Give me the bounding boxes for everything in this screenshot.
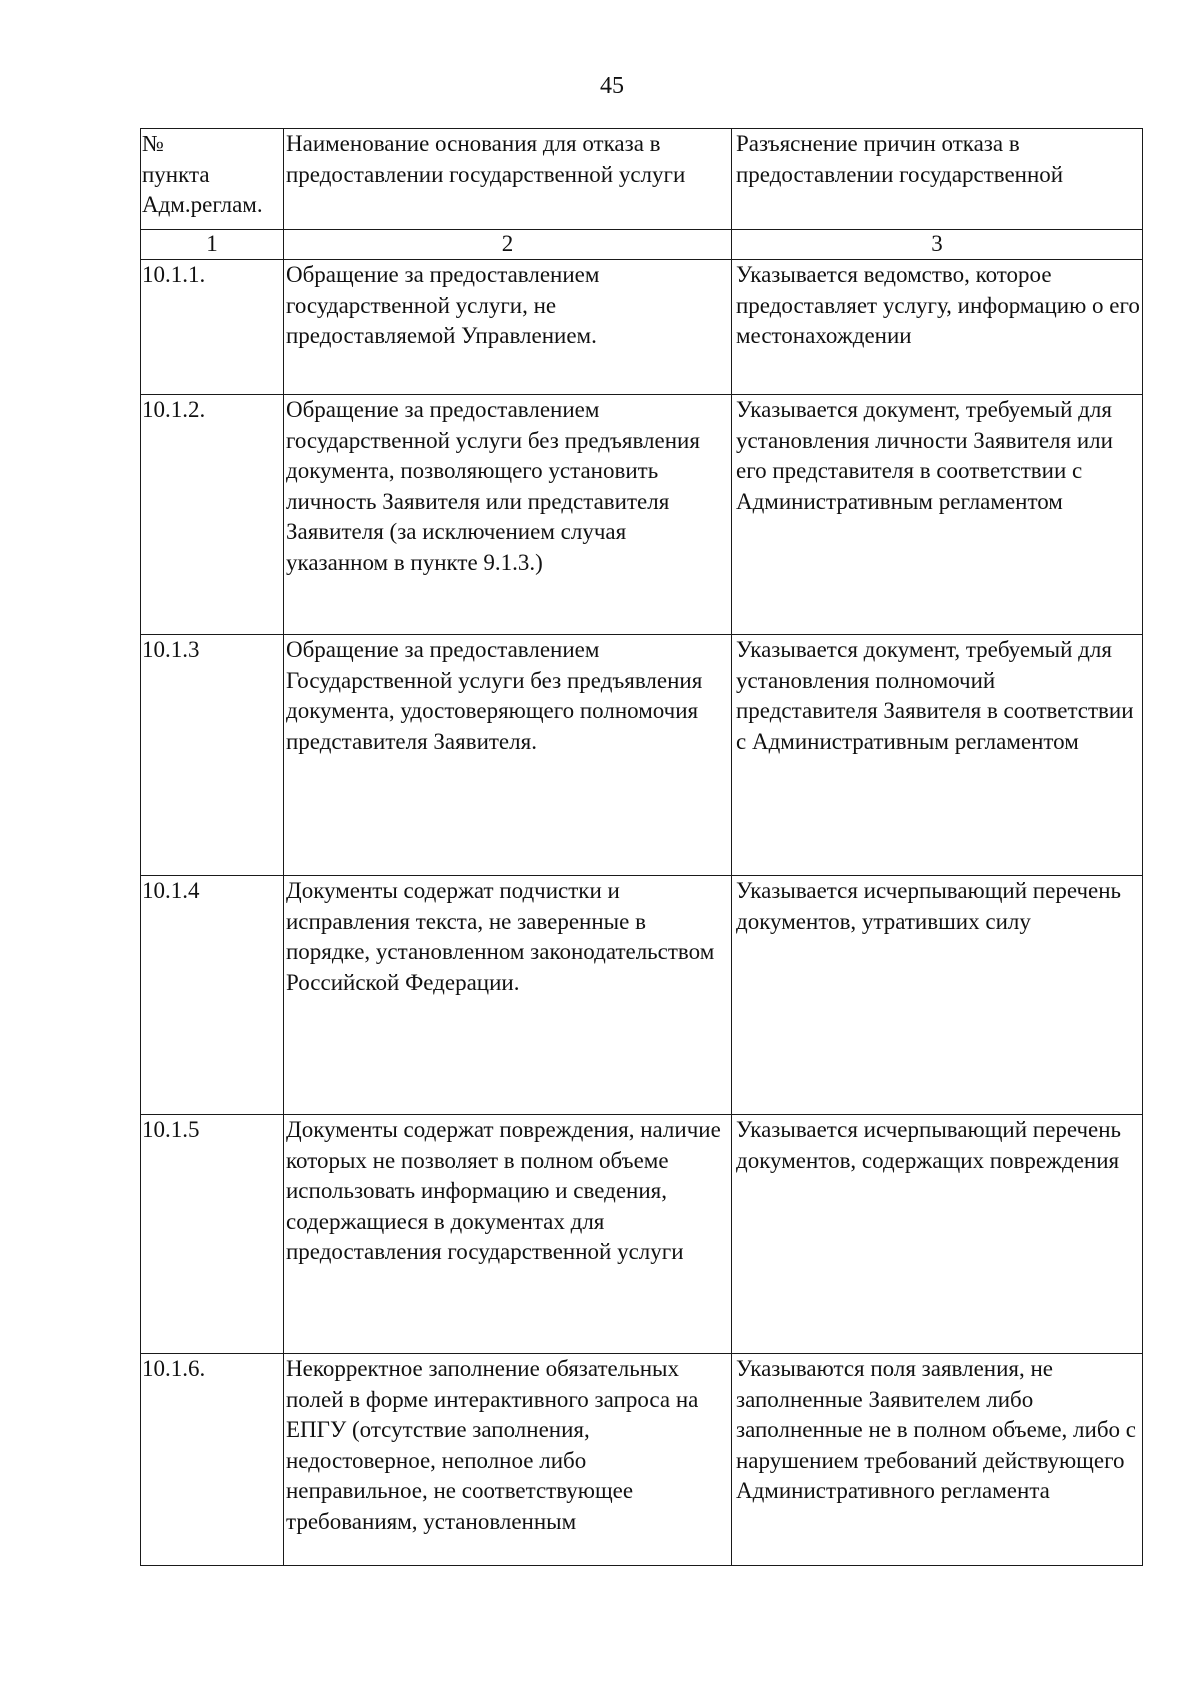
row-refusal-explanation: Указывается ведомство, которое предоставляет услугу, информацию о его местонахождении bbox=[732, 260, 1143, 395]
refusal-grounds-table bbox=[140, 128, 1143, 1566]
row-refusal-explanation: Указывается исчерпывающий перечень документов, утративших силу bbox=[732, 876, 1143, 1115]
row-item-number: 10.1.4 bbox=[141, 876, 284, 1115]
row-refusal-ground: Обращение за предоставлением государственной услуги без предъявления документа, позволяющего установить личность Заявителя или представителя Заявителя (за исключением случая указанном в пункте 9.1.3.) bbox=[284, 395, 732, 635]
row-refusal-explanation: Указывается исчерпывающий перечень документов, содержащих повреждения bbox=[732, 1115, 1143, 1354]
row-refusal-ground: Документы содержат повреждения, наличие которых не позволяет в полном объеме использовать информацию и сведения, содержащиеся в документах для предоставления государственной услуги bbox=[284, 1115, 732, 1354]
row-refusal-explanation: Указываются поля заявления, не заполненные Заявителем либо заполненные не в полном объеме, либо с нарушением требований действующего Административного регламента bbox=[732, 1354, 1143, 1566]
header-refusal-ground: Наименование основания для отказа в предоставлении государственной услуги bbox=[284, 129, 732, 230]
row-item-number: 10.1.3 bbox=[141, 635, 284, 876]
table-row bbox=[141, 1354, 1143, 1566]
header-item-number: № пункта Адм.реглам. bbox=[141, 129, 284, 230]
column-number: 3 bbox=[732, 230, 1143, 260]
row-refusal-explanation: Указывается документ, требуемый для установления полномочий представителя Заявителя в соответствии с Административным регламентом bbox=[732, 635, 1143, 876]
page-number: 45 bbox=[600, 73, 624, 99]
table-row bbox=[141, 635, 1143, 876]
table-row bbox=[141, 876, 1143, 1115]
table-header-row bbox=[141, 129, 1143, 230]
row-refusal-ground: Обращение за предоставлением Государственной услуги без предъявления документа, удостоверяющего полномочия представителя Заявителя. bbox=[284, 635, 732, 876]
column-number: 1 bbox=[141, 230, 284, 260]
row-item-number: 10.1.1. bbox=[141, 260, 284, 395]
row-refusal-ground: Обращение за предоставлением государственной услуги, не предоставляемой Управлением. bbox=[284, 260, 732, 395]
header-refusal-explanation: Разъяснение причин отказа в предоставлении государственной bbox=[732, 129, 1143, 230]
table-row bbox=[141, 260, 1143, 395]
table-row bbox=[141, 1115, 1143, 1354]
row-item-number: 10.1.5 bbox=[141, 1115, 284, 1354]
row-refusal-ground: Документы содержат подчистки и исправления текста, не заверенные в порядке, установленном законодательством Российской Федерации. bbox=[284, 876, 732, 1115]
row-item-number: 10.1.6. bbox=[141, 1354, 284, 1566]
column-number: 2 bbox=[284, 230, 732, 260]
row-refusal-explanation: Указывается документ, требуемый для установления личности Заявителя или его представителя в соответствии с Административным регламентом bbox=[732, 395, 1143, 635]
table-row bbox=[141, 395, 1143, 635]
row-refusal-ground: Некорректное заполнение обязательных полей в форме интерактивного запроса на ЕПГУ (отсутствие заполнения, недостоверное, неполное либо неправильное, не соответствующее требованиям, установленным bbox=[284, 1354, 732, 1566]
row-item-number: 10.1.2. bbox=[141, 395, 284, 635]
column-number-row bbox=[141, 230, 1143, 260]
